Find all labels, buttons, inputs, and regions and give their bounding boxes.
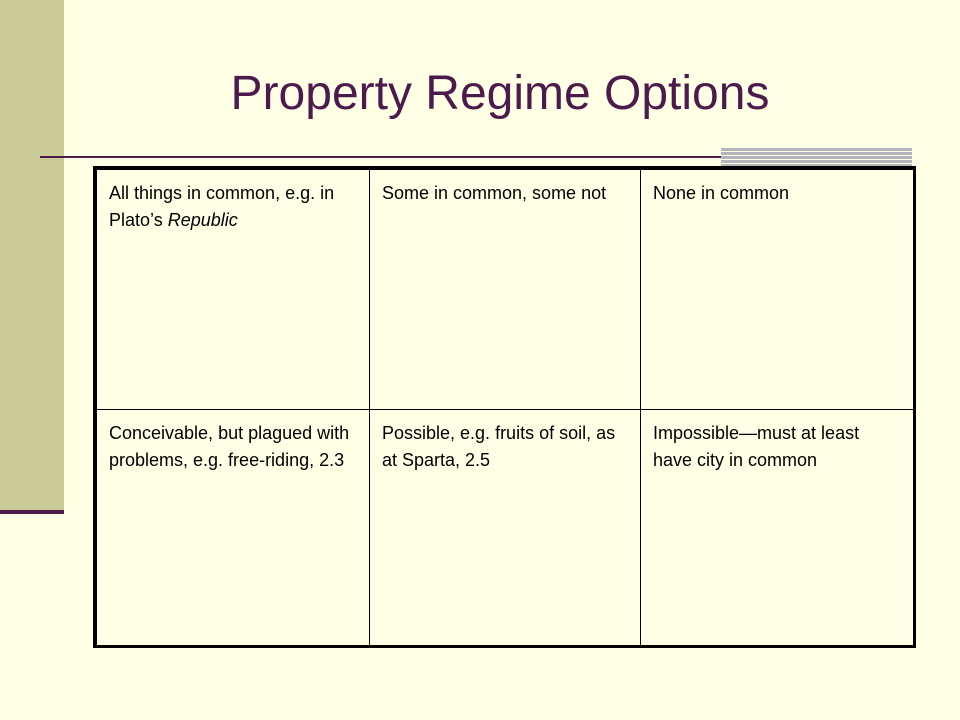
cell-emphasis: Republic [167,210,238,230]
table-cell [97,410,370,648]
table-row [97,170,914,410]
cell-text: Impossible—must at least have city in common [653,423,860,470]
options-table [93,166,916,648]
table-cell [370,170,641,410]
table-cell [370,410,641,648]
cell-text: Possible, e.g. fruits of soil, as at Sparta, 2.5 [382,423,616,470]
cell-text: Some in common, some not [382,183,607,203]
left-bar-underline [0,510,64,514]
table-cell [641,170,914,410]
table-cell [641,410,914,648]
cell-text: None in common [653,183,790,203]
cell-text: All things in common, e.g. in Plato’s Republic [109,183,335,230]
table-row [97,410,914,648]
cell-text: Conceivable, but plagued with problems, e.g. free-riding, 2.3 [109,423,350,470]
table-cell [97,170,370,410]
slide-title: Property Regime Options [230,67,770,120]
